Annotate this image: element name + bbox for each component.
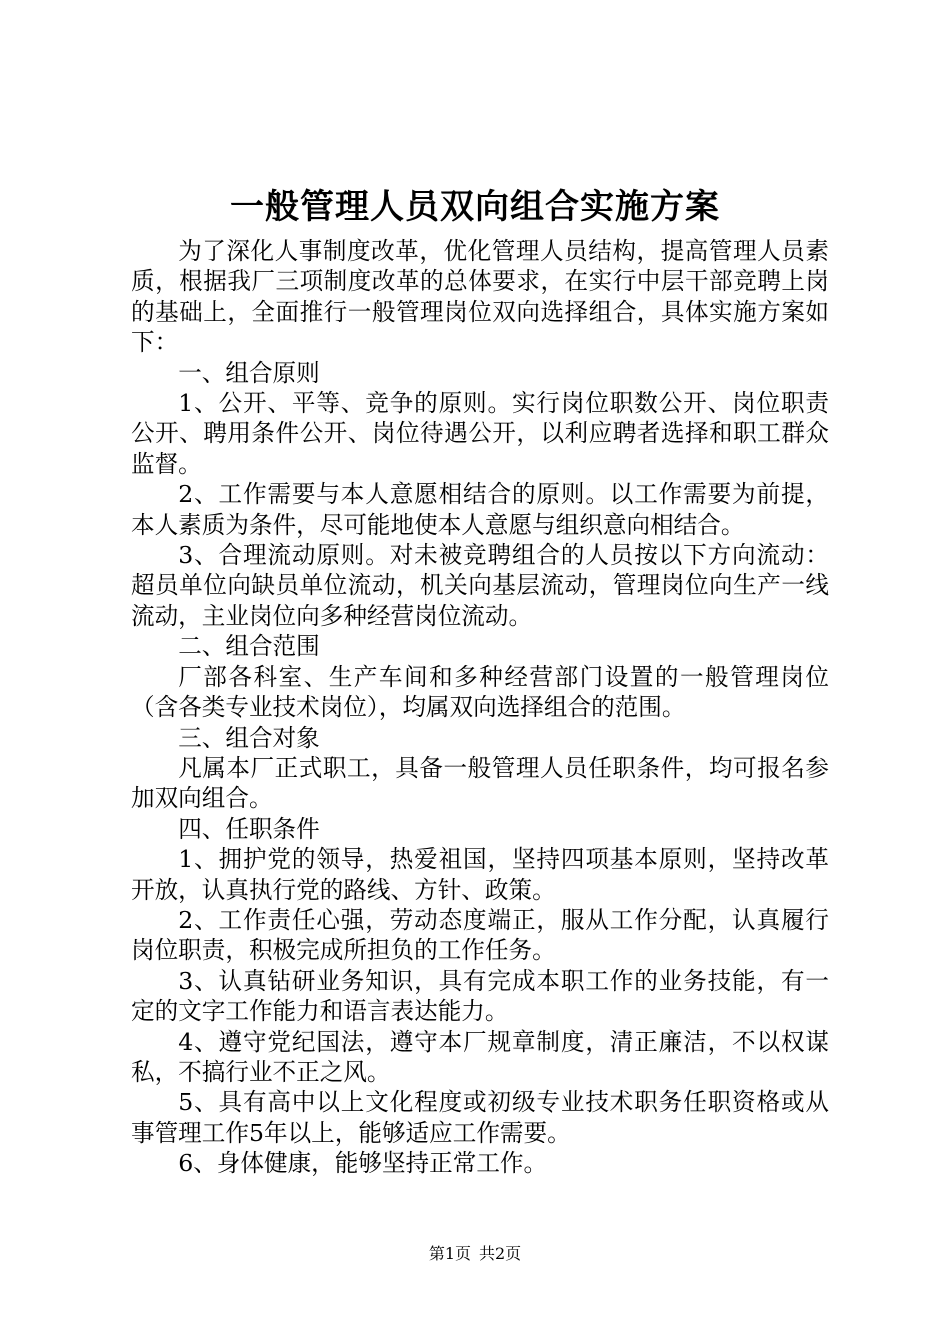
paragraph: 5、具有高中以上文化程度或初级专业技术职务任职资格或从事管理工作5年以上，能够适应工作需要。 <box>131 1088 829 1147</box>
paragraph: 4、遵守党纪国法，遵守本厂规章制度，清正廉洁，不以权谋私，不搞行业不正之风。 <box>131 1027 829 1086</box>
paragraph: 厂部各科室、生产车间和多种经营部门设置的一般管理岗位（含各类专业技术岗位），均属双向选择组合的范围。 <box>131 662 829 722</box>
paragraph: 2、工作责任心强，劳动态度端正，服从工作分配，认真履行岗位职责，积极完成所担负的工作任务。 <box>131 905 829 965</box>
paragraph: 1、公开、平等、竞争的原则。实行岗位职数公开、岗位职责公开、聘用条件公开、岗位待遇公开，以利应聘者选择和职工群众监督。 <box>131 389 829 478</box>
section-heading-scope: 二、组合范围 <box>178 632 320 661</box>
paragraph: 2、工作需要与本人意愿相结合的原则。以工作需要为前提，本人素质为条件，尽可能地使本人意愿与组织意向相结合。 <box>131 480 829 539</box>
section-heading-principles: 一、组合原则 <box>178 358 320 387</box>
paragraph: 3、合理流动原则。对未被竞聘组合的人员按以下方向流动：超员单位向缺员单位流动，机关向基层流动，管理岗位向生产一线流动，主业岗位向多种经营岗位流动。 <box>131 541 829 630</box>
page-footer <box>0 1242 950 1266</box>
page-total: 共2页 <box>479 1244 522 1263</box>
paragraph: 6、身体健康，能够坚持正常工作。 <box>178 1149 548 1178</box>
document-body <box>131 236 829 1179</box>
paragraph-intro: 为了深化人事制度改革，优化管理人员结构，提高管理人员素质，根据我厂三项制度改革的总体要求，在实行中层干部竞聘上岗的基础上，全面推行一般管理岗位双向选择组合，具体实施方案如下： <box>131 237 829 357</box>
section-heading-conditions: 四、任职条件 <box>178 814 320 843</box>
section-heading-target: 三、组合对象 <box>178 723 320 752</box>
document-title: 一般管理人员双向组合实施方案 <box>230 187 720 227</box>
paragraph: 3、认真钻研业务知识，具有完成本职工作的业务技能，有一定的文字工作能力和语言表达能力。 <box>131 966 829 1026</box>
page-number: 第1页 <box>428 1244 471 1263</box>
paragraph: 凡属本厂正式职工，具备一般管理人员任职条件，均可报名参加双向组合。 <box>131 753 829 813</box>
paragraph: 1、拥护党的领导，热爱祖国，坚持四项基本原则，坚持改革开放，认真执行党的路线、方针、政策。 <box>131 845 829 904</box>
